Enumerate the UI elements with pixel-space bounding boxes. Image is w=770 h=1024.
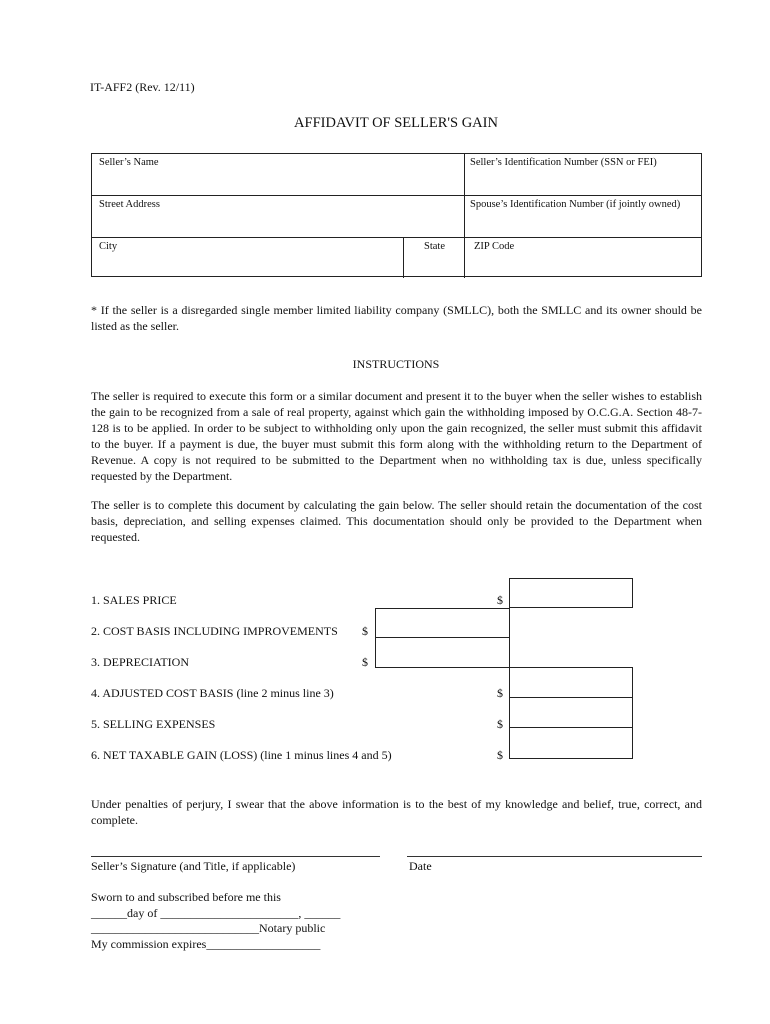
seller-id-field[interactable] [465,154,701,195]
notary-day-line[interactable]: ______day of _______________________, ______ [91,906,341,920]
line-2-label: 2. COST BASIS INCLUDING IMPROVEMENTS [91,624,338,638]
city-field[interactable] [92,238,403,277]
line-3-label: 3. DEPRECIATION [91,655,189,669]
line-4-dollar: $ [497,686,503,700]
line-3-dollar: $ [362,655,368,669]
smllc-note: * If the seller is a disregarded single member limited liability company (SMLLC), both the SMLLC and its owner should be listed as the seller. [91,303,702,333]
line-1-label: 1. SALES PRICE [91,593,177,607]
street-address-label: Street Address [99,199,160,210]
instructions-paragraph-1: The seller is required to execute this form or a similar document and present it to the buyer when the seller wishes to establish the gain to be recognized from a sale of real property, against which gain the withholding imposed by O.C.G.A. Section 48-7-128 is to be applied. In order to be subject to withholding only upon the gain recognized, the seller must submit this affidavit to the buyer. If a payment is due, the buyer must submit this form along with the withholding return to the Department of Revenue. A copy is not required to be submitted to the Department when no withholding tax is due, unless specifically requested by the Department. [91,389,702,483]
sellers-name-label: Seller’s Name [99,157,159,168]
line-6-amount-input[interactable] [509,727,633,759]
line-6-label: 6. NET TAXABLE GAIN (LOSS) (line 1 minus lines 4 and 5) [91,748,392,762]
line-5-dollar: $ [497,717,503,731]
city-label: City [99,241,118,252]
line-2-dollar: $ [362,624,368,638]
perjury-statement: Under penalties of perjury, I swear that the above information is to the best of my knowledge and belief, true, correct, and complete. [91,797,702,827]
notary-sworn-text: Sworn to and subscribed before me this [91,890,281,904]
state-label: State [424,241,445,252]
street-address-field[interactable] [92,196,464,237]
date-line[interactable] [407,856,702,857]
line-1-amount-input[interactable] [509,578,633,608]
signature-label: Seller’s Signature (and Title, if applicable) [91,859,296,873]
line-5-label: 5. SELLING EXPENSES [91,717,216,731]
form-code: IT-AFF2 (Rev. 12/11) [90,80,195,94]
line-4-label: 4. ADJUSTED COST BASIS (line 2 minus line 3) [91,686,334,700]
line-4-amount-input[interactable] [509,667,633,698]
page-title: AFFIDAVIT OF SELLER'S GAIN [294,115,498,131]
notary-commission-line[interactable]: My commission expires___________________ [91,937,321,951]
spouse-id-field[interactable] [465,196,701,237]
state-field[interactable] [404,238,464,277]
seller-info-grid [91,153,702,277]
line-5-amount-input[interactable] [509,697,633,728]
zip-field[interactable] [465,238,701,277]
line-3-amount-input[interactable] [375,637,510,668]
seller-id-label: Seller’s Identification Number (SSN or FEI) [470,157,657,168]
sellers-name-field[interactable] [92,154,464,195]
signature-line[interactable] [91,856,380,857]
line-6-dollar: $ [497,748,503,762]
line-2-amount-input[interactable] [375,608,510,638]
zip-label: ZIP Code [474,241,515,252]
notary-public-line[interactable]: ____________________________Notary public [91,921,326,935]
line-1-dollar: $ [497,593,503,607]
instructions-heading: INSTRUCTIONS [352,357,440,371]
date-label: Date [409,859,432,873]
instructions-paragraph-2: The seller is to complete this document by calculating the gain below. The seller should retain the documentation of the cost basis, depreciation, and selling expenses claimed. This documentation should only be provided to the Department when requested. [91,498,702,544]
spouse-id-label: Spouse’s Identification Number (if jointly owned) [470,199,681,210]
